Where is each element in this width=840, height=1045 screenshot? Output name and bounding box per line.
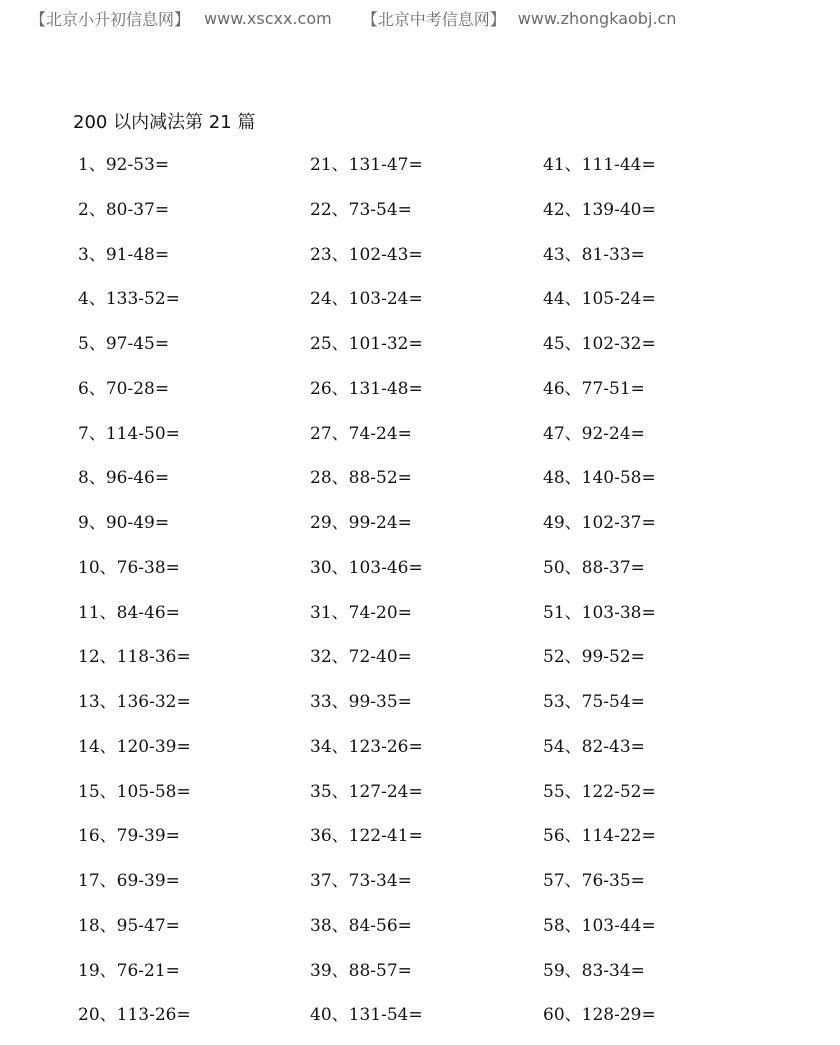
problem-item: 38、84-56=: [310, 916, 412, 936]
problem-item: 53、75-54=: [543, 692, 645, 712]
problem-item: 44、105-24=: [543, 289, 656, 309]
header-site1-name: 【北京小升初信息网】: [30, 9, 191, 29]
problem-item: 21、131-47=: [310, 155, 423, 175]
problem-item: 20、113-26=: [78, 1005, 191, 1025]
problem-item: 23、102-43=: [310, 245, 423, 265]
problem-item: 55、122-52=: [543, 782, 656, 802]
problem-item: 18、95-47=: [78, 916, 180, 936]
problem-item: 40、131-54=: [310, 1005, 423, 1025]
problem-item: 28、88-52=: [310, 468, 412, 488]
problem-item: 46、77-51=: [543, 379, 645, 399]
problem-item: 34、123-26=: [310, 737, 423, 757]
problem-item: 42、139-40=: [543, 200, 656, 220]
problem-item: 5、97-45=: [78, 334, 170, 354]
problem-item: 59、83-34=: [543, 961, 645, 981]
problem-item: 1、92-53=: [78, 155, 170, 175]
problem-item: 9、90-49=: [78, 513, 170, 533]
problem-item: 26、131-48=: [310, 379, 423, 399]
problem-item: 37、73-34=: [310, 871, 412, 891]
problem-item: 60、128-29=: [543, 1005, 656, 1025]
problem-item: 45、102-32=: [543, 334, 656, 354]
problem-item: 25、101-32=: [310, 334, 423, 354]
problem-item: 11、84-46=: [78, 603, 180, 623]
problem-item: 2、80-37=: [78, 200, 170, 220]
problem-item: 39、88-57=: [310, 961, 412, 981]
problem-item: 16、79-39=: [78, 826, 180, 846]
problem-item: 48、140-58=: [543, 468, 656, 488]
problem-item: 4、133-52=: [78, 289, 180, 309]
header-site2-url[interactable]: www.zhongkaobj.cn: [517, 8, 677, 28]
problem-item: 27、74-24=: [310, 424, 412, 444]
problem-item: 30、103-46=: [310, 558, 423, 578]
problem-item: 24、103-24=: [310, 289, 423, 309]
problem-item: 12、118-36=: [78, 647, 191, 667]
problem-item: 47、92-24=: [543, 424, 645, 444]
problem-item: 52、99-52=: [543, 647, 645, 667]
problem-item: 36、122-41=: [310, 826, 423, 846]
page-header: [30, 6, 676, 30]
problem-item: 49、102-37=: [543, 513, 656, 533]
problem-item: 3、91-48=: [78, 245, 170, 265]
problem-item: 29、99-24=: [310, 513, 412, 533]
problem-item: 32、72-40=: [310, 647, 412, 667]
problem-item: 50、88-37=: [543, 558, 645, 578]
problem-item: 19、76-21=: [78, 961, 180, 981]
problem-item: 31、74-20=: [310, 603, 412, 623]
problem-item: 35、127-24=: [310, 782, 423, 802]
worksheet-title: 200 以内减法第 21 篇: [73, 112, 256, 133]
problem-item: 54、82-43=: [543, 737, 645, 757]
problem-item: 56、114-22=: [543, 826, 656, 846]
problem-item: 33、99-35=: [310, 692, 412, 712]
problem-item: 13、136-32=: [78, 692, 191, 712]
problem-item: 17、69-39=: [78, 871, 180, 891]
problem-item: 6、70-28=: [78, 379, 170, 399]
problem-item: 15、105-58=: [78, 782, 191, 802]
header-site1-url[interactable]: www.xscxx.com: [204, 8, 332, 28]
problem-item: 43、81-33=: [543, 245, 645, 265]
problem-item: 10、76-38=: [78, 558, 180, 578]
problem-item: 57、76-35=: [543, 871, 645, 891]
header-site2-name: 【北京中考信息网】: [361, 9, 506, 29]
problem-item: 22、73-54=: [310, 200, 412, 220]
problem-item: 51、103-38=: [543, 603, 656, 623]
problem-item: 8、96-46=: [78, 468, 170, 488]
problem-item: 41、111-44=: [543, 155, 656, 175]
problem-item: 58、103-44=: [543, 916, 656, 936]
problem-item: 7、114-50=: [78, 424, 180, 444]
problem-item: 14、120-39=: [78, 737, 191, 757]
